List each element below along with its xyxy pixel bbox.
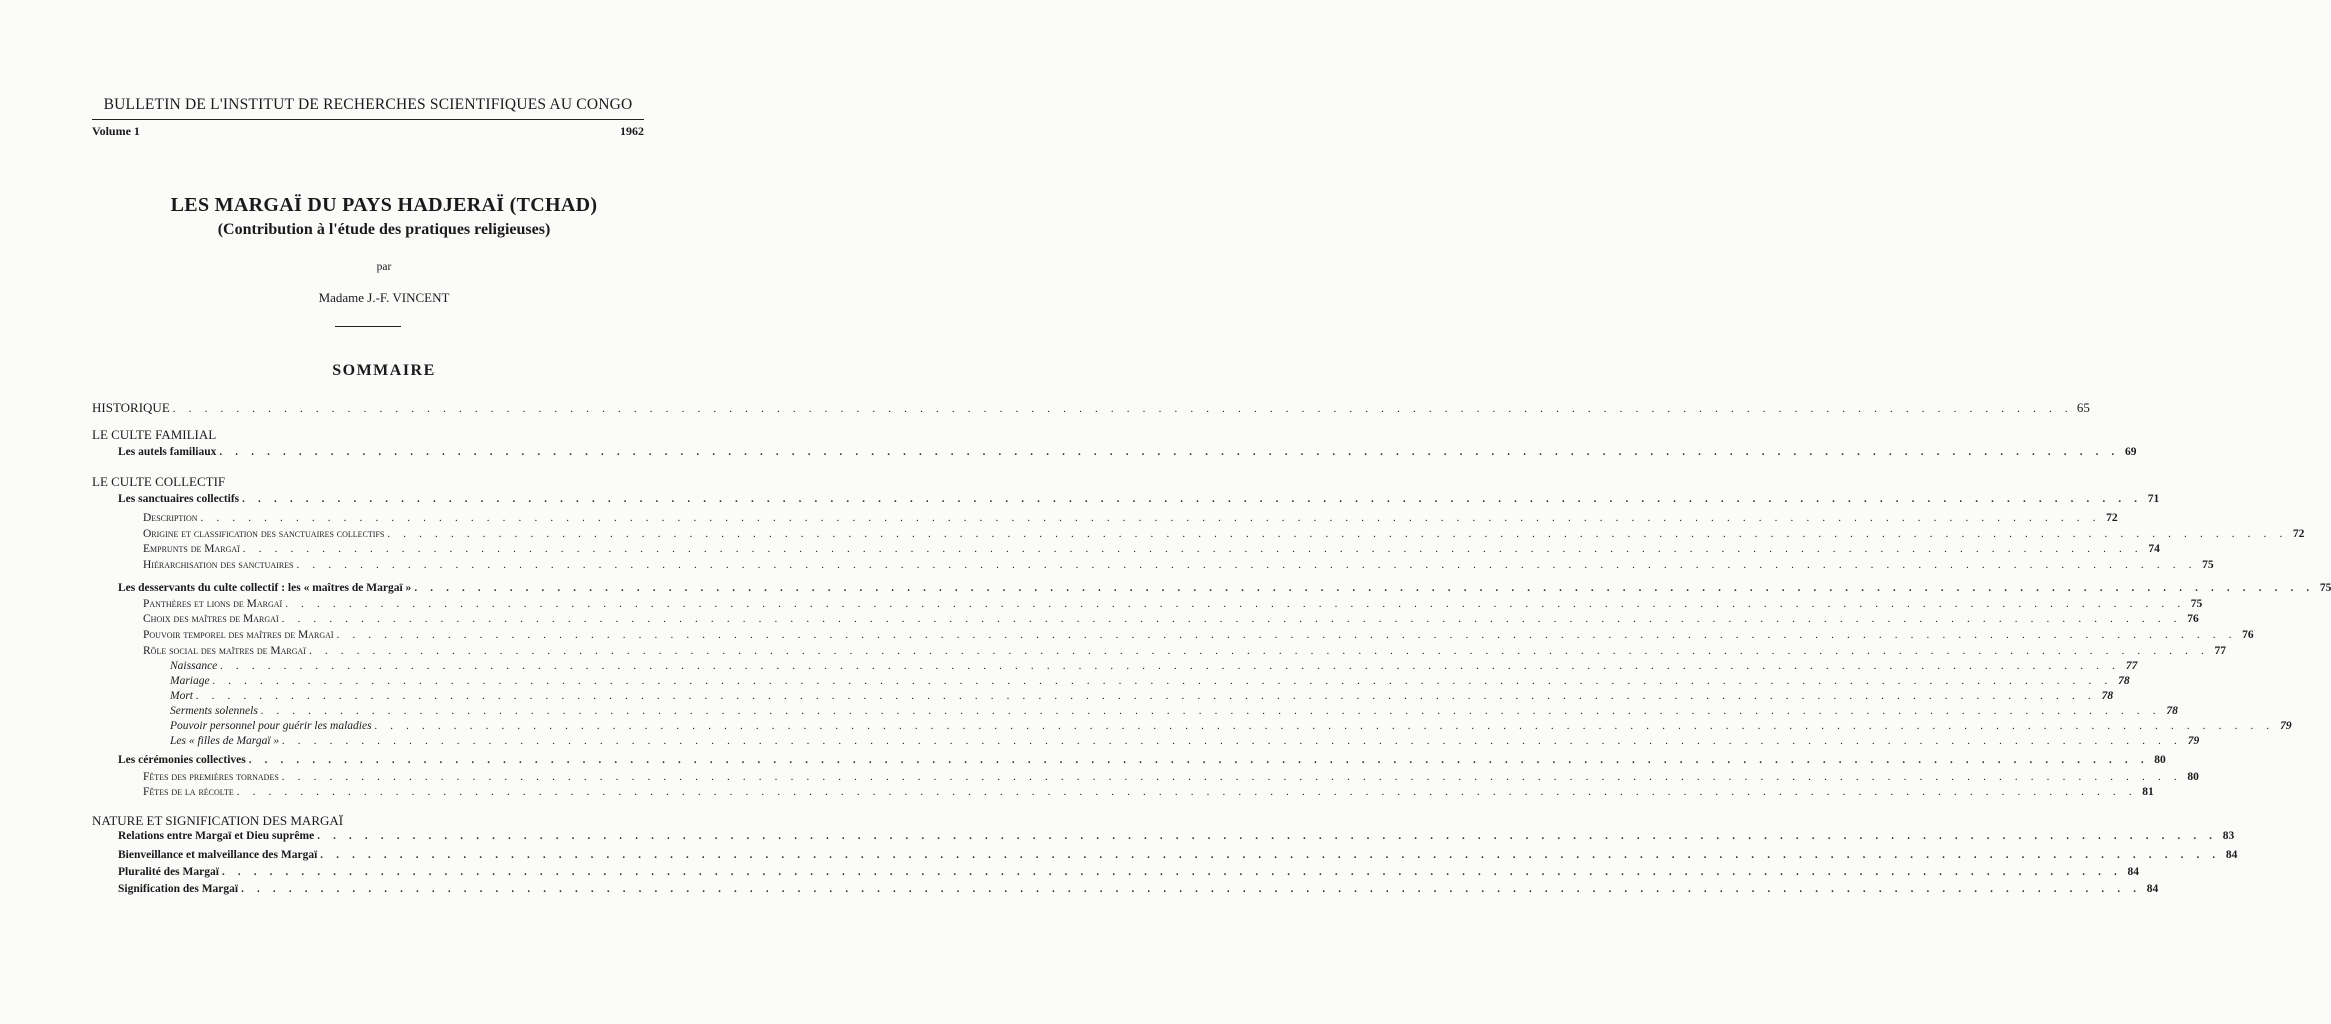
toc-leader-dots: . . . . . . . . . . . . . . . . . . . . . . . . . . . . . . . . . . . . . . . . . . . . . . . . . . . . . . . . . . . . . . . . . . . . . . . . . . . . . . . . . . . . . . . . . . . . . . . . . . . . . . . . . . . . . . . . . . . . . . . . [320,849,2221,861]
toc-page-number: 78 [2101,690,2114,702]
author-name: Madame J.-F. VINCENT [318,290,450,305]
toc-entry-label: Fêtes des premières tornades [143,771,279,783]
toc-page-number: 81 [2142,786,2154,798]
toc-page-number: 75 [2202,559,2214,571]
toc-leader-dots: . . . . . . . . . . . . . . . . . . . . . . . . . . . . . . . . . . . . . . . . . . . . . . . . . . . . . . . . . . . . . . . . . . . . . . . . . . . . . . . . . . . . . . . . . . . . . . . . . . . . . . . . . . . . . . . . . . . . . . . . [285,598,2186,610]
toc-entry [118,830,2235,846]
toc-leader-dots: . . . . . . . . . . . . . . . . . . . . . . . . . . . . . . . . . . . . . . . . . . . . . . . . . . . . . . . . . . . . . . . . . . . . . . . . . . . . . . . . . . . . . . . . . . . . . . . . . . . . . . . . . . . . . . . . . . . . . . . . [281,771,2182,783]
toc-entry [118,866,2139,882]
toc-page-number: 76 [2187,613,2199,625]
toc-entry-label: Les sanctuaires collectifs [118,493,240,505]
toc-page-number: 84 [2225,849,2238,861]
toc-entry [143,771,2199,787]
toc-entry [92,400,2090,416]
toc-leader-dots: . . . . . . . . . . . . . . . . . . . . . . . . . . . . . . . . . . . . . . . . . . . . . . . . . . . . . . . . . . . . . . . . . . . . . . . . . . . . . . . . . . . . . . . . . . . . . . . . . . . . . . . . . . . . . . . . . . . . . . . . [414,582,2315,594]
toc-entry [170,705,2178,721]
toc-entry-label: Description [143,512,198,524]
toc-page-number: 78 [2118,675,2130,687]
toc-entry [143,512,2118,528]
toc-entry [118,754,2166,770]
toc-leader-dots: . . . . . . . . . . . . . . . . . . . . . . . . . . . . . . . . . . . . . . . . . . . . . . . . . . . . . . . . . . . . . . . . . . . . . . . . . . . . . . . . . . . . . . . . . . . . . . . . . . . . . . . . . . . . . . . . . . . . . . . . [242,543,2143,555]
toc-page-number: 77 [2214,645,2226,657]
toc-leader-dots: . . . . . . . . . . . . . . . . . . . . . . . . . . . . . . . . . . . . . . . . . . . . . . . . . . . . . . . . . . . . . . . . . . . . . . . . . . . . . . . . . . . . . . . . . . . . . . . . . . . . . . . . . . . . . . . . . . . . . . . . [196,690,2097,702]
toc-entry-label: Rôle social des maîtres de Margaï [143,645,306,657]
toc-entry-label: Les « filles de Margaï » [170,735,280,747]
toc-entry-label: HISTORIQUE [92,400,170,415]
toc-page-number: 75 [2319,582,2331,594]
journal-title: BULLETIN DE L'INSTITUT DE RECHERCHES SCIENTIFIQUES AU CONGO [103,96,633,113]
toc-leader-dots: . . . . . . . . . . . . . . . . . . . . . . . . . . . . . . . . . . . . . . . . . . . . . . . . . . . . . . . . . . . . . . . . . . . . . . . . . . . . . . . . . . . . . . . . . . . . . . . . . . . . . . . . . . . . . . . . . . . . . . . . [172,403,2073,415]
volume-label: Volume 1 [92,124,140,138]
toc-entry-label: Les desservants du culte collectif : les « maîtres de Margaï » [118,582,412,594]
by-label: par [376,261,392,273]
toc-entry [170,735,2200,751]
toc-page-number: 76 [2242,629,2254,641]
year-label: 1962 [620,124,644,138]
toc-page-number: 69 [2124,446,2137,458]
toc-entry-label: Hiérarchisation des sanctuaires [143,559,294,571]
toc-entry-label: Pouvoir temporel des maîtres de Margaï [143,629,334,641]
toc-entry [118,883,2159,899]
toc-section-heading: LE CULTE FAMILIAL [92,427,217,442]
toc-section-heading: NATURE ET SIGNIFICATION DES MARGAÏ [92,813,344,828]
toc-entry-label: Les cérémonies collectives [118,754,246,766]
toc-leader-dots: . . . . . . . . . . . . . . . . . . . . . . . . . . . . . . . . . . . . . . . . . . . . . . . . . . . . . . . . . . . . . . . . . . . . . . . . . . . . . . . . . . . . . . . . . . . . . . . . . . . . . . . . . . . . . . . . . . . . . . . . [221,866,2122,878]
toc-entry [143,786,2154,802]
toc-page-number: 84 [2146,883,2159,895]
toc-page-number: 79 [2280,720,2292,732]
toc-page-number: 71 [2147,493,2160,505]
toc-page-number: 77 [2125,660,2138,672]
sommaire-heading: SOMMAIRE [332,362,436,379]
article-subtitle: (Contribution à l'étude des pratiques religieuses) [217,221,551,238]
toc-entry-label: Emprunts de Margaï [143,543,240,555]
toc-entry [143,528,2305,544]
toc-entry [143,613,2199,629]
toc-entry-label: Fêtes de la récolte [143,786,234,798]
toc-leader-dots: . . . . . . . . . . . . . . . . . . . . . . . . . . . . . . . . . . . . . . . . . . . . . . . . . . . . . . . . . . . . . . . . . . . . . . . . . . . . . . . . . . . . . . . . . . . . . . . . . . . . . . . . . . . . . . . . . . . . . . . . [200,512,2101,524]
toc-entry [170,675,2130,691]
toc-entry-label: Origine et classification des sanctuaires collectifs [143,528,385,540]
toc-entry-label: Naissance [170,660,218,672]
toc-entry-label: Pouvoir personnel pour guérir les maladies [170,720,372,732]
toc-section-heading: LE CULTE COLLECTIF [92,474,226,489]
toc-page-number: 75 [2190,598,2203,610]
toc-entry [170,720,2292,736]
toc-page-number: 74 [2148,543,2160,555]
toc-entry-label: Mariage [170,675,210,687]
toc-entry [118,446,2137,462]
toc-leader-dots: . . . . . . . . . . . . . . . . . . . . . . . . . . . . . . . . . . . . . . . . . . . . . . . . . . . . . . . . . . . . . . . . . . . . . . . . . . . . . . . . . . . . . . . . . . . . . . . . . . . . . . . . . . . . . . . . . . . . . . . . [374,720,2275,732]
toc-page-number: 79 [2187,735,2200,747]
toc-leader-dots: . . . . . . . . . . . . . . . . . . . . . . . . . . . . . . . . . . . . . . . . . . . . . . . . . . . . . . . . . . . . . . . . . . . . . . . . . . . . . . . . . . . . . . . . . . . . . . . . . . . . . . . . . . . . . . . . . . . . . . . . [317,830,2218,842]
toc-entry-label: Les autels familiaux [118,446,217,458]
toc-entry-label: Choix des maîtres de Margaï [143,613,279,625]
toc-entry [118,582,2331,598]
toc-leader-dots: . . . . . . . . . . . . . . . . . . . . . . . . . . . . . . . . . . . . . . . . . . . . . . . . . . . . . . . . . . . . . . . . . . . . . . . . . . . . . . . . . . . . . . . . . . . . . . . . . . . . . . . . . . . . . . . . . . . . . . . . [219,446,2120,458]
toc-entry [143,629,2254,645]
toc-entry-label: Pluralité des Margaï [118,866,219,878]
toc-entry [143,645,2226,661]
toc-leader-dots: . . . . . . . . . . . . . . . . . . . . . . . . . . . . . . . . . . . . . . . . . . . . . . . . . . . . . . . . . . . . . . . . . . . . . . . . . . . . . . . . . . . . . . . . . . . . . . . . . . . . . . . . . . . . . . . . . . . . . . . . [236,786,2137,798]
toc-page-number: 78 [2166,705,2178,717]
toc-entry [170,660,2138,676]
toc-page-number: 72 [2106,512,2118,524]
toc-page-number: 83 [2222,830,2235,842]
toc-entry [143,598,2203,614]
toc-page-number: 72 [2292,528,2305,540]
toc-leader-dots: . . . . . . . . . . . . . . . . . . . . . . . . . . . . . . . . . . . . . . . . . . . . . . . . . . . . . . . . . . . . . . . . . . . . . . . . . . . . . . . . . . . . . . . . . . . . . . . . . . . . . . . . . . . . . . . . . . . . . . . . [241,883,2142,895]
toc-page-number: 65 [2076,400,2090,415]
toc-leader-dots: . . . . . . . . . . . . . . . . . . . . . . . . . . . . . . . . . . . . . . . . . . . . . . . . . . . . . . . . . . . . . . . . . . . . . . . . . . . . . . . . . . . . . . . . . . . . . . . . . . . . . . . . . . . . . . . . . . . . . . . . [242,493,2143,505]
toc-entry-label: Relations entre Margaï et Dieu suprême [118,830,315,842]
toc-leader-dots: . . . . . . . . . . . . . . . . . . . . . . . . . . . . . . . . . . . . . . . . . . . . . . . . . . . . . . . . . . . . . . . . . . . . . . . . . . . . . . . . . . . . . . . . . . . . . . . . . . . . . . . . . . . . . . . . . . . . . . . . [281,613,2182,625]
toc-entry [143,543,2160,559]
toc-entry-label: Bienveillance et malveillance des Margaï [118,849,318,861]
toc-page-number: 80 [2154,754,2166,766]
toc-leader-dots: . . . . . . . . . . . . . . . . . . . . . . . . . . . . . . . . . . . . . . . . . . . . . . . . . . . . . . . . . . . . . . . . . . . . . . . . . . . . . . . . . . . . . . . . . . . . . . . . . . . . . . . . . . . . . . . . . . . . . . . . [248,754,2149,766]
toc-entry [170,690,2114,706]
toc-entry [118,849,2238,865]
toc-entry-label: Signification des Margaï [118,883,239,895]
toc-entry [118,493,2160,509]
toc-entry-label: Serments solennels [170,705,258,717]
toc-leader-dots: . . . . . . . . . . . . . . . . . . . . . . . . . . . . . . . . . . . . . . . . . . . . . . . . . . . . . . . . . . . . . . . . . . . . . . . . . . . . . . . . . . . . . . . . . . . . . . . . . . . . . . . . . . . . . . . . . . . . . . . . [296,559,2197,571]
toc-leader-dots: . . . . . . . . . . . . . . . . . . . . . . . . . . . . . . . . . . . . . . . . . . . . . . . . . . . . . . . . . . . . . . . . . . . . . . . . . . . . . . . . . . . . . . . . . . . . . . . . . . . . . . . . . . . . . . . . . . . . . . . . [308,645,2209,657]
toc-leader-dots: . . . . . . . . . . . . . . . . . . . . . . . . . . . . . . . . . . . . . . . . . . . . . . . . . . . . . . . . . . . . . . . . . . . . . . . . . . . . . . . . . . . . . . . . . . . . . . . . . . . . . . . . . . . . . . . . . . . . . . . . [387,528,2288,540]
toc-page-number: 80 [2187,771,2199,783]
toc-leader-dots: . . . . . . . . . . . . . . . . . . . . . . . . . . . . . . . . . . . . . . . . . . . . . . . . . . . . . . . . . . . . . . . . . . . . . . . . . . . . . . . . . . . . . . . . . . . . . . . . . . . . . . . . . . . . . . . . . . . . . . . . [220,660,2121,672]
toc-entry-label: Mort [170,690,193,702]
toc-entry-label: Panthères et lions de Margaï [143,598,283,610]
toc-entry [143,559,2214,575]
toc-leader-dots: . . . . . . . . . . . . . . . . . . . . . . . . . . . . . . . . . . . . . . . . . . . . . . . . . . . . . . . . . . . . . . . . . . . . . . . . . . . . . . . . . . . . . . . . . . . . . . . . . . . . . . . . . . . . . . . . . . . . . . . . [336,629,2237,641]
toc-leader-dots: . . . . . . . . . . . . . . . . . . . . . . . . . . . . . . . . . . . . . . . . . . . . . . . . . . . . . . . . . . . . . . . . . . . . . . . . . . . . . . . . . . . . . . . . . . . . . . . . . . . . . . . . . . . . . . . . . . . . . . . . [282,735,2183,747]
toc-leader-dots: . . . . . . . . . . . . . . . . . . . . . . . . . . . . . . . . . . . . . . . . . . . . . . . . . . . . . . . . . . . . . . . . . . . . . . . . . . . . . . . . . . . . . . . . . . . . . . . . . . . . . . . . . . . . . . . . . . . . . . . . [212,675,2113,687]
toc-page-number: 84 [2127,866,2139,878]
article-title: LES MARGAÏ DU PAYS HADJERAÏ (TCHAD) [170,194,598,216]
toc-leader-dots: . . . . . . . . . . . . . . . . . . . . . . . . . . . . . . . . . . . . . . . . . . . . . . . . . . . . . . . . . . . . . . . . . . . . . . . . . . . . . . . . . . . . . . . . . . . . . . . . . . . . . . . . . . . . . . . . . . . . . . . . [260,705,2161,717]
